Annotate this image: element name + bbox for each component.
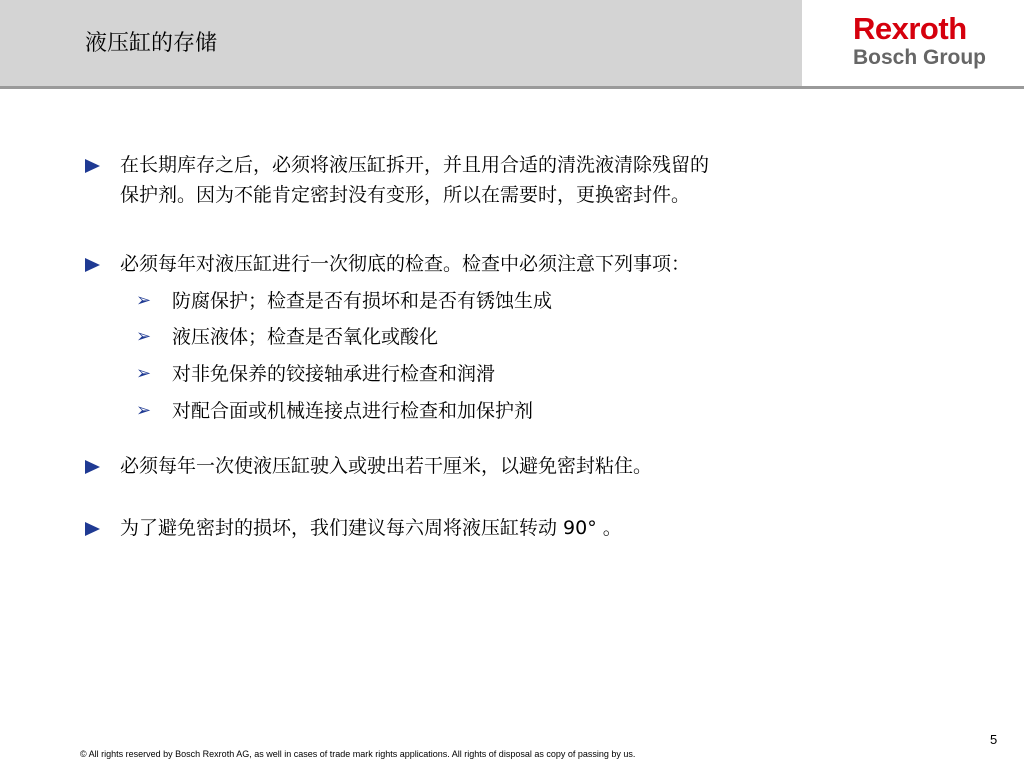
sub-bullet-text: 液压液体；检查是否氧化或酸化 [172,326,439,348]
sub-bullet-text: 防腐保护；检查是否有损坏和是否有锈蚀生成 [172,290,553,312]
arrow-bullet-icon: ➢ [136,400,152,421]
arrow-bullet-icon: ➢ [136,363,152,384]
bullet-line: 为了避免密封的损坏，我们建议每六周将液压缸转动 90° 。 [120,517,622,539]
page-number: 5 [990,732,998,747]
arrow-bullet-icon: ➢ [136,326,152,347]
bullet-item [85,451,945,483]
bullet-text [120,150,920,210]
triangle-bullet-icon [85,258,100,272]
arrow-bullet-icon: ➢ [136,290,152,311]
sub-bullet-text: 对非免保养的铰接轴承进行检查和润滑 [172,363,496,385]
sub-bullet-item [136,286,836,316]
sub-bullet-item [136,359,836,389]
sub-bullet-item [136,322,836,352]
sub-bullet-item [136,396,836,426]
bullet-text [120,451,920,481]
bullet-item [85,249,945,281]
logo-group-text: Bosch Group [853,46,987,69]
triangle-bullet-icon [85,460,100,474]
sub-bullet-text: 对配合面或机械连接点进行检查和加保护剂 [172,400,534,422]
copyright-footer: © All rights reserved by Bosch Rexroth AG, as well in cases of trade mark rights applications. All rights of disposal as copy of passing by us. [80,749,636,759]
triangle-bullet-icon [85,522,100,536]
bullet-text [120,513,920,543]
bullet-text [120,249,920,279]
triangle-bullet-icon [85,159,100,173]
bullet-line: 保护剂。因为不能肯定密封没有变形，所以在需要时，更换密封件。 [120,184,691,206]
bullet-line: 必须每年对液压缸进行一次彻底的检查。检查中必须注意下列事项： [120,253,691,275]
bullet-line: 必须每年一次使液压缸驶入或驶出若干厘米，以避免密封粘住。 [120,455,653,477]
bullet-item [85,513,945,545]
bullet-line: 在长期库存之后，必须将液压缸拆开，并且用合适的清洗液清除残留的 [120,154,710,176]
slide-title: 液压缸的存储 [85,31,218,56]
logo-brand-text: Rexroth [853,11,967,46]
bullet-item [85,150,945,212]
